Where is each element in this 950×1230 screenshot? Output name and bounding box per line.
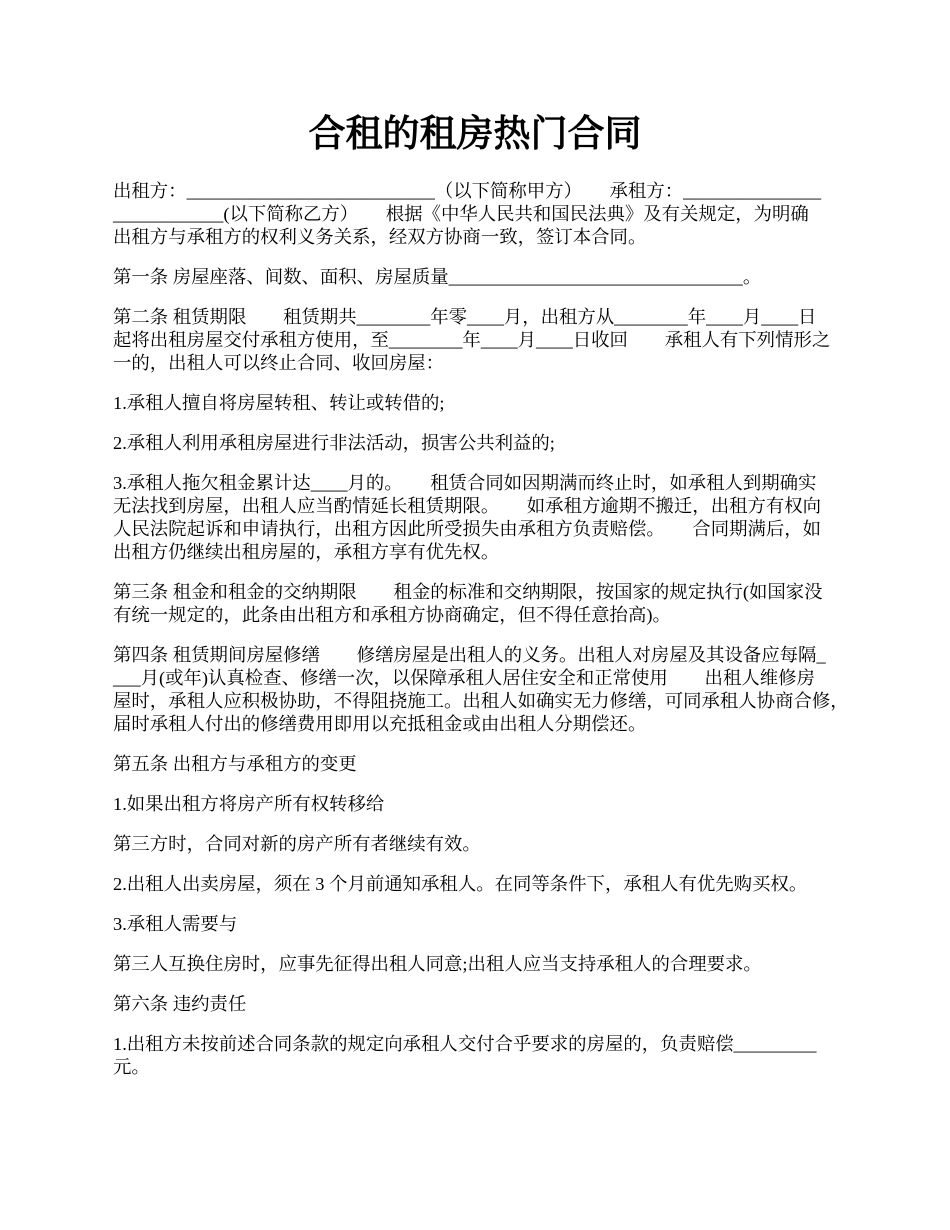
text-line: ____________(以下简称乙方） 根据《中华人民共和国民法典》及有关规定，为明确 xyxy=(113,204,809,224)
text-line: 届时承租人付出的修缮费用即用以充抵租金或由出租人分期偿还。 xyxy=(113,714,647,734)
article-2-item-1 xyxy=(113,392,913,415)
text-line: 出租方：___________________________（以下简称甲方） 承租方：_______________ xyxy=(113,181,822,201)
text-line: 第六条 违约责任 xyxy=(113,994,247,1014)
text-line: 屋时，承租人应积极协助，不得阻挠施工。出租人如确实无力修缮，可同承租人协商合修， xyxy=(113,691,849,711)
article-5-item-2 xyxy=(113,873,913,896)
text-line: 1.出租方未按前述合同条款的规定向承租人交付合乎要求的房屋的，负责赔偿_________ xyxy=(113,1034,817,1054)
text-line: 第二条 租赁期限 租赁期共________年零____月，出租方从________年____月____日 xyxy=(113,307,817,327)
article-2-paragraph xyxy=(113,306,913,375)
document-title: 合租的租房热门合同 xyxy=(308,114,642,155)
text-line: 元。 xyxy=(113,1057,150,1077)
article-5-item-3 xyxy=(113,913,913,936)
text-line: 第三方时，合同对新的房产所有者继续有效。 xyxy=(113,834,481,854)
document-body xyxy=(113,180,913,1096)
article-2-item-2 xyxy=(113,432,913,455)
article-6-item-1 xyxy=(113,1033,913,1079)
text-line: 1.如果出租方将房产所有权转移给 xyxy=(113,794,385,814)
text-line: 起将出租房屋交付承租方使用，至________年____月____日收回 承租人有下列情形之 xyxy=(113,330,831,350)
text-line: 1.承租人擅自将房屋转租、转让或转借的; xyxy=(113,393,445,413)
article-5-item-3-continued xyxy=(113,953,913,976)
text-line: 3.承租人需要与 xyxy=(113,914,238,934)
text-line: 2.出租人出卖房屋，须在 3 个月前通知承租人。在同等条件下，承租人有优先购买权。 xyxy=(113,874,808,894)
article-6-heading xyxy=(113,993,913,1016)
article-5-item-1 xyxy=(113,793,913,816)
text-line: 一的，出租人可以终止合同、收回房屋： xyxy=(113,353,445,373)
text-line: 出租方与承租方的权利义务关系，经双方协商一致，签订本合同。 xyxy=(113,227,647,247)
text-line: 第一条 房屋座落、间数、面积、房屋质量________________________________。 xyxy=(113,267,762,287)
text-line: 第三条 租金和租金的交纳期限 租金的标准和交纳期限，按国家的规定执行(如国家没 xyxy=(113,582,823,602)
text-line: 无法找到房屋，出租人应当酌情延长租赁期限。 如承租方逾期不搬迁，出租方有权向 xyxy=(113,496,822,516)
text-line: ___月(或年)认真检查、修缮一次，以保障承租人居住安全和正常使用 出租人维修房 xyxy=(113,668,815,688)
article-1-paragraph xyxy=(113,266,913,289)
text-line: 第三人互换住房时，应事先征得出租人同意;出租人应当支持承租人的合理要求。 xyxy=(113,954,762,974)
article-2-item-3 xyxy=(113,472,913,564)
text-line: 第四条 租赁期间房屋修缮 修缮房屋是出租人的义务。出租人对房屋及其设备应每隔_ xyxy=(113,645,826,665)
preamble-paragraph xyxy=(113,180,913,249)
article-5-item-1-continued xyxy=(113,833,913,856)
article-5-heading xyxy=(113,753,913,776)
article-4-paragraph xyxy=(113,644,913,736)
text-line: 有统一规定的，此条由出租方和承租方协商确定，但不得任意抬高)。 xyxy=(113,605,671,625)
article-3-paragraph xyxy=(113,581,913,627)
text-line: 3.承租人拖欠租金累计达____月的。 租赁合同如因期满而终止时，如承租人到期确实 xyxy=(113,473,817,493)
text-line: 人民法院起诉和申请执行，出租方因此所受损失由承租方负责赔偿。 合同期满后，如 xyxy=(113,519,822,539)
text-line: 2.承租人利用承租房屋进行非法活动，损害公共利益的; xyxy=(113,433,555,453)
text-line: 第五条 出租方与承租方的变更 xyxy=(113,754,357,774)
text-line: 出租方仍继续出租房屋的，承租方享有优先权。 xyxy=(113,542,500,562)
